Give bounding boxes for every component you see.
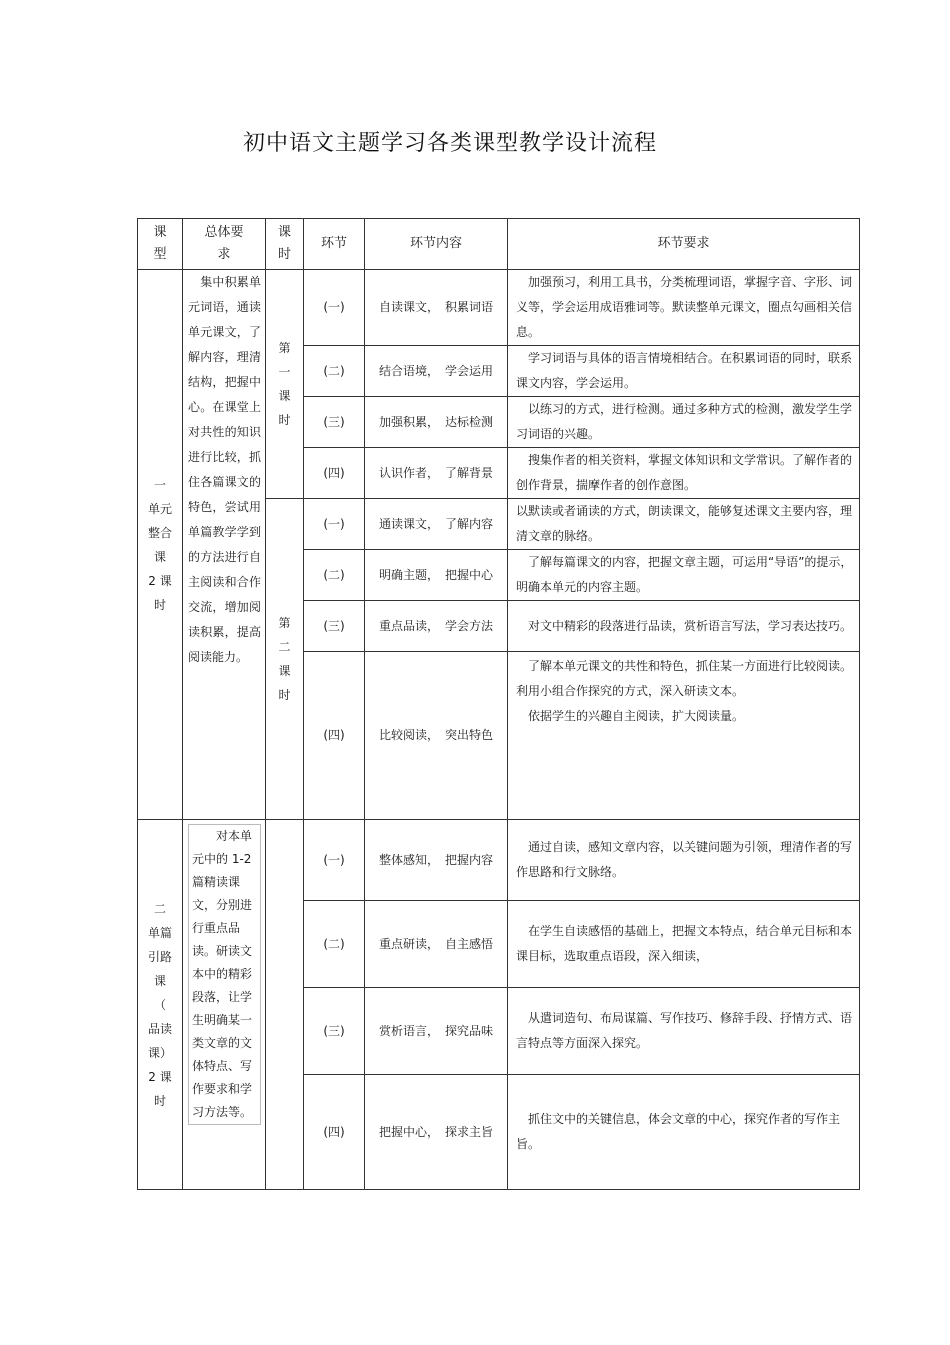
header-requirement: 环节要求 [508, 219, 860, 270]
step-requirement: 加强预习，利用工具书，分类梳理词语，掌握字音、字形、词义等，学会运用成语雅词等。默读整单元课文，圈点勾画相关信息。 [508, 270, 860, 346]
page-title: 初中语文主题学习各类课型教学设计流程 [242, 131, 657, 156]
step-content: 重点品读， 学会方法 [365, 601, 508, 652]
step-requirement: 以练习的方式，进行检测。通过多种方式的检测，激发学生学习词语的兴趣。 [508, 397, 860, 448]
step-number: (四) [304, 1075, 365, 1190]
step-requirement: 了解本单元课文的共性和特色，抓住某一方面进行比较阅读。利用小组合作探究的方式，深入研读文本。 依据学生的兴趣自主阅读，扩大阅读量。 [508, 652, 860, 820]
overall-requirement-2: 对本单元中的 1-2 篇精读课文，分别进行重点品读。研读文本中的精彩段落，让学生明确某一类文章的文体特点、写作要求和学习方法等。 [188, 824, 261, 1125]
step-requirement: 从遣词造句、布局谋篇、写作技巧、修辞手段、抒情方式、语言特点等方面深入探究。 [508, 988, 860, 1075]
step-content: 认识作者， 了解背景 [365, 448, 508, 499]
step-requirement: 通过自读，感知文章内容，以关键问题为引领，理清作者的写作思路和行文脉络。 [508, 820, 860, 901]
header-step: 环节 [304, 219, 365, 270]
step-number: (二) [304, 346, 365, 397]
lesson-type-unit-integration: 一 单元 整合 课 2 课 时 [138, 270, 183, 820]
step-content: 整体感知， 把握内容 [365, 820, 508, 901]
step-requirement: 抓住文中的关键信息，体会文章的中心，探究作者的写作主旨。 [508, 1075, 860, 1190]
step-content: 赏析语言， 探究品味 [365, 988, 508, 1075]
step-content: 把握中心， 探求主旨 [365, 1075, 508, 1190]
step-requirement: 搜集作者的相关资料，掌握文体知识和文学常识。了解作者的创作背景，揣摩作者的创作意图。 [508, 448, 860, 499]
step-requirement: 对文中精彩的段落进行品读，赏析语言写法，学习表达技巧。 [508, 601, 860, 652]
step-number: (一) [304, 270, 365, 346]
header-row [138, 219, 860, 270]
period-label-1: 第 一 课 时 [266, 270, 304, 499]
step-content: 加强积累， 达标检测 [365, 397, 508, 448]
header-content: 环节内容 [365, 219, 508, 270]
overall-requirement-1: 集中积累单元词语，通读单元课文，了解内容，理清结构，把握中心。在课堂上对共性的知识进行比较，抓住各篇课文的特色，尝试用单篇教学学到的方法进行自主阅读和合作交流，增加阅读积累，提高阅读能力。 [183, 270, 266, 820]
step-content: 结合语境， 学会运用 [365, 346, 508, 397]
lesson-design-table [137, 218, 860, 1190]
lesson-type-single-text: 二 单篇 引路 课 （ 品读 课） 2 课 时 [138, 820, 183, 1190]
step-requirement: 在学生自读感悟的基础上，把握文本特点，结合单元目标和本课目标，选取重点语段，深入细读， [508, 901, 860, 988]
step-content: 自读课文， 积累词语 [365, 270, 508, 346]
table-row [138, 820, 860, 901]
step-number: (四) [304, 652, 365, 820]
header-type: 课 型 [138, 219, 183, 270]
step-number: (一) [304, 820, 365, 901]
period-label-3 [266, 820, 304, 1190]
step-requirement: 了解每篇课文的内容，把握文章主题，可运用“导语”的提示，明确本单元的内容主题。 [508, 550, 860, 601]
step-number: (二) [304, 901, 365, 988]
step-number: (三) [304, 397, 365, 448]
period-label-2: 第 二 课 时 [266, 499, 304, 820]
step-number: (一) [304, 499, 365, 550]
step-content: 明确主题， 把握中心 [365, 550, 508, 601]
step-requirement: 以默读或者诵读的方式，朗读课文，能够复述课文主要内容，理清文章的脉络。 [508, 499, 860, 550]
step-number: (二) [304, 550, 365, 601]
step-content: 重点研读， 自主感悟 [365, 901, 508, 988]
overall-requirement-2-cell [183, 820, 266, 1190]
step-number: (三) [304, 988, 365, 1075]
step-requirement: 学习词语与具体的语言情境相结合。在积累词语的同时，联系课文内容，学会运用。 [508, 346, 860, 397]
header-overall: 总体要 求 [183, 219, 266, 270]
step-content: 通读课文， 了解内容 [365, 499, 508, 550]
step-number: (三) [304, 601, 365, 652]
step-content: 比较阅读， 突出特色 [365, 652, 508, 820]
table-row [138, 270, 860, 346]
step-number: (四) [304, 448, 365, 499]
header-period: 课 时 [266, 219, 304, 270]
